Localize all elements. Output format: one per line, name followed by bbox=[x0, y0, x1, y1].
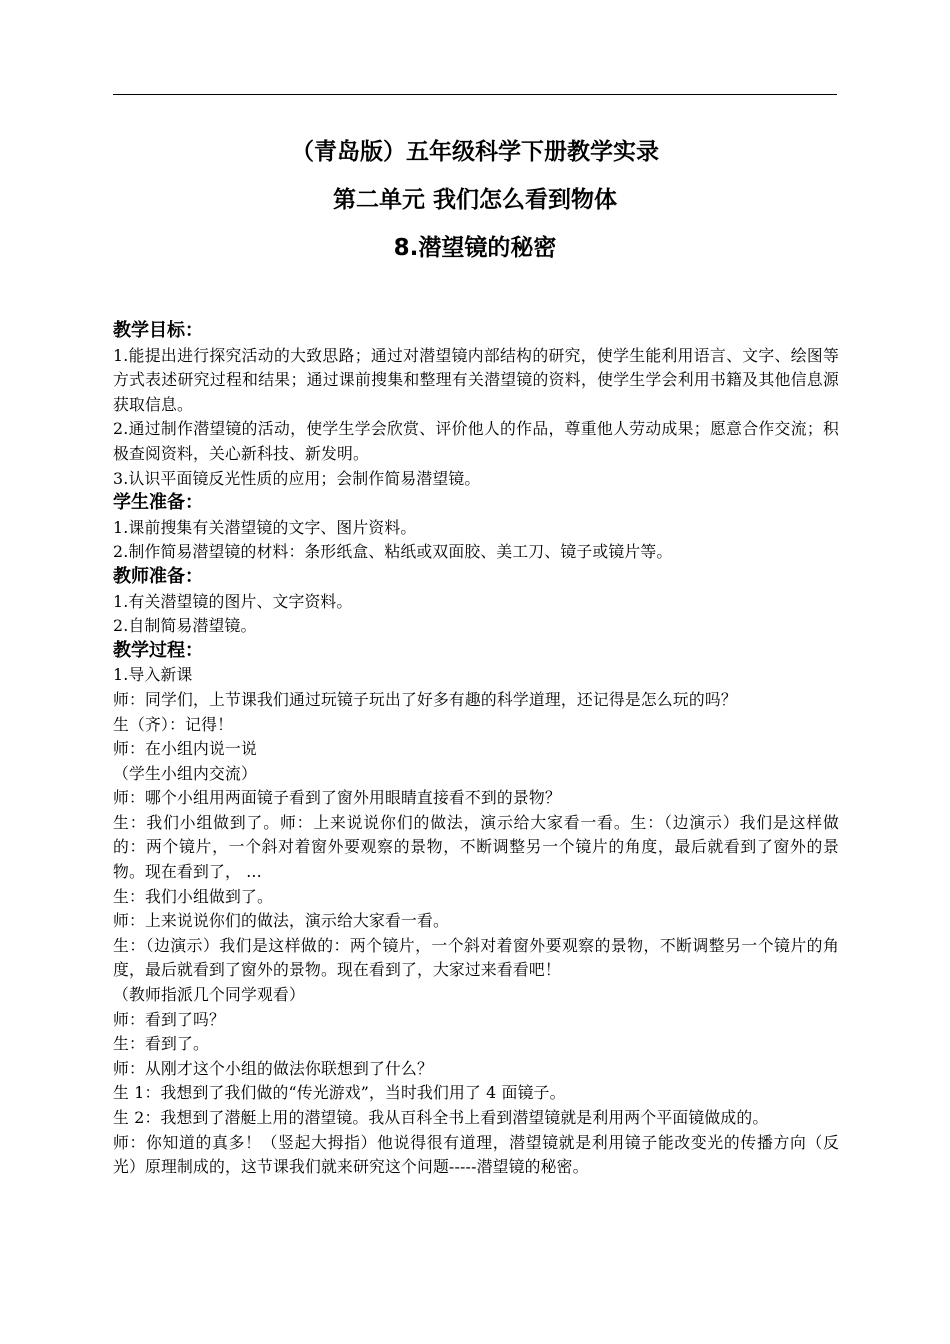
paragraph: 师：从刚才这个小组的做法你联想到了什么？ bbox=[113, 1058, 433, 1078]
paragraph: 生：我们小组做到了。 bbox=[113, 886, 273, 906]
unit-title: 第二单元 我们怎么看到物体 bbox=[332, 187, 617, 213]
title-block bbox=[113, 128, 837, 272]
paragraph: 师：你知道的真多！（竖起大拇指）他说得很有道理，潜望镜就是利用镜子能改变光的传播方向（反光）原理制成的，这节课我们就来研究这个问题-----潜望镜的秘密。 bbox=[113, 1132, 839, 1177]
paragraph: （学生小组内交流） bbox=[113, 763, 257, 783]
paragraph: 2.制作简易潜望镜的材料：条形纸盒、粘纸或双面胶、美工刀、镜子或镜片等。 bbox=[113, 542, 673, 562]
paragraph: 2.通过制作潜望镜的活动，使学生学会欣赏、评价他人的作品，尊重他人劳动成果；愿意合作交流；积极查阅资料，关心新科技、新发明。 bbox=[113, 419, 839, 463]
paragraph: 师：同学们，上节课我们通过玩镜子玩出了好多有趣的科学道理，还记得是怎么玩的吗？ bbox=[113, 689, 737, 709]
paragraph: 1.导入新课 bbox=[113, 665, 193, 685]
paragraph: 师：哪个小组用两面镜子看到了窗外用眼睛直接看不到的景物？ bbox=[113, 788, 561, 808]
header-rule bbox=[113, 94, 837, 95]
paragraph: 3.认识平面镜反光性质的应用；会制作简易潜望镜。 bbox=[113, 468, 481, 488]
paragraph: 师：在小组内说一说 bbox=[113, 739, 257, 759]
paragraph: （教师指派几个同学观看） bbox=[113, 985, 305, 1005]
paragraph: 1.能提出进行探究活动的大致思路；通过对潜望镜内部结构的研究，使学生能利用语言、文字、绘图等方式表述研究过程和结果；通过课前搜集和整理有关潜望镜的资料，使学生学会利用书籍及其他信息源获取信息。 bbox=[113, 345, 839, 414]
lesson-title: 8.潜望镜的秘密 bbox=[393, 235, 557, 261]
document-body bbox=[113, 319, 839, 1180]
paragraph: 师：上来说说你们的做法，演示给大家看一看。 bbox=[113, 911, 449, 931]
paragraph: 生 2：我想到了潜艇上用的潜望镜。我从百科全书上看到潜望镜就是利用两个平面镜做成的。 bbox=[113, 1108, 769, 1127]
paragraph: 生（齐）：记得！ bbox=[113, 714, 234, 734]
paragraph: 生：我们小组做到了。师：上来说说你们的做法，演示给大家看一看。生：（边演示）我们是这样做的：两个镜片，一个斜对着窗外要观察的景物，不断调整另一个镜片的角度，最后就看到了窗外的景物。现在看到了， ... bbox=[113, 812, 839, 882]
section-heading-student-prep: 学生准备： bbox=[113, 492, 203, 514]
paragraph: 师：看到了吗？ bbox=[113, 1009, 225, 1029]
paragraph: 2.自制简易潜望镜。 bbox=[113, 616, 257, 636]
paragraph: 1.有关潜望镜的图片、文字资料。 bbox=[113, 591, 353, 611]
section-heading-objectives: 教学目标： bbox=[113, 320, 203, 341]
section-heading-process: 教学过程： bbox=[113, 639, 203, 661]
section-heading-teacher-prep: 教师准备： bbox=[113, 565, 203, 587]
document-title: （青岛版）五年级科学下册教学实录 bbox=[291, 139, 659, 165]
paragraph: 生 1：我想到了我们做的“传光游戏”，当时我们用了 4 面镜子。 bbox=[113, 1083, 566, 1103]
paragraph: 生：（边演示）我们是这样做的：两个镜片，一个斜对着窗外要观察的景物，不断调整另一个镜片的角度，最后就看到了窗外的景物。现在看到了，大家过来看看吧！ bbox=[113, 935, 839, 980]
paragraph: 生：看到了。 bbox=[113, 1034, 209, 1054]
paragraph: 1.课前搜集有关潜望镜的文字、图片资料。 bbox=[113, 517, 417, 537]
